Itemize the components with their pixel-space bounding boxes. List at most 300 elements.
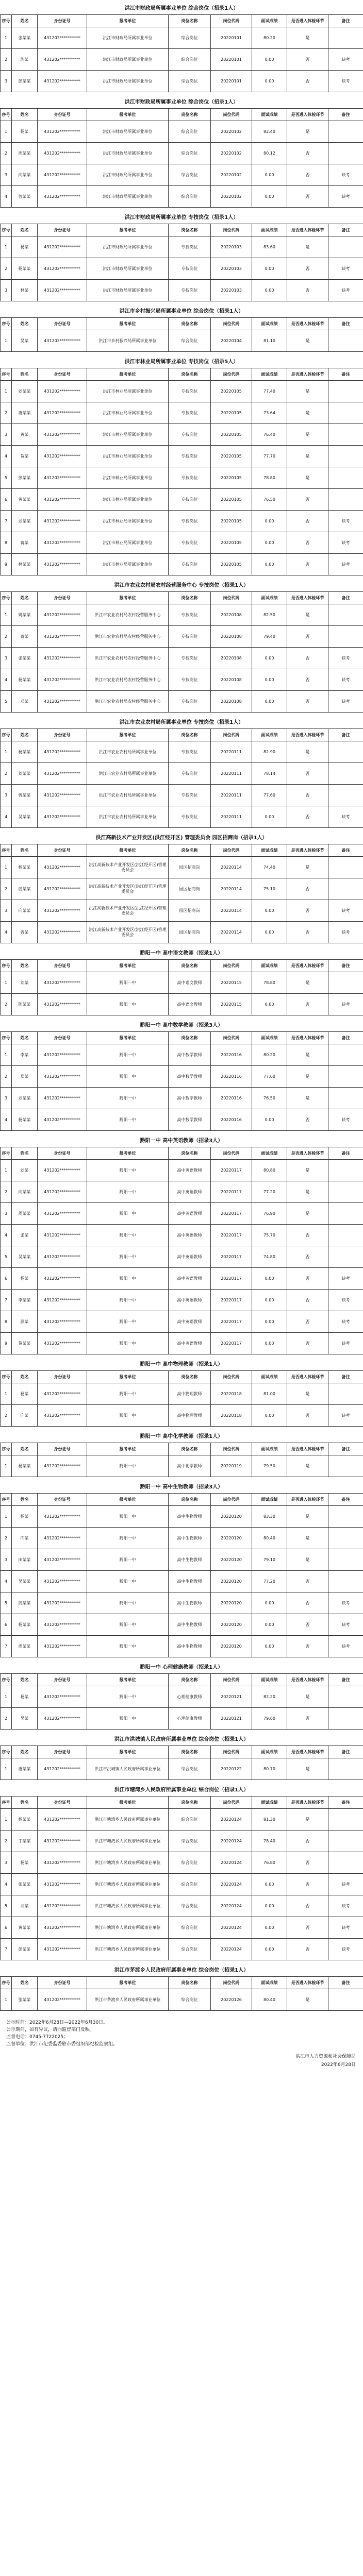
table-cell: 洪江市林业局所属事业单位 — [87, 402, 169, 424]
table-cell: 蒋某 — [12, 626, 38, 648]
column-header: 面试成绩 — [252, 1032, 287, 1044]
table-cell: 否 — [287, 1311, 328, 1333]
column-header: 面试成绩 — [252, 1494, 287, 1506]
table-cell — [328, 1831, 363, 1852]
column-header: 序号 — [1, 1674, 12, 1686]
table-cell: 缺考 — [328, 1614, 363, 1636]
column-header: 报考单位 — [87, 592, 169, 604]
table-cell: 洪江市乡村振兴局所属事业单位 — [87, 330, 169, 352]
table-header-row — [1, 592, 363, 604]
section-title: 洪江市农业农村局所属事业单位 专技岗位（招录1人） — [119, 720, 244, 725]
table-cell: 洪江市财政局所属事业单位 — [87, 280, 169, 301]
table-cell: 园区招商岗 — [169, 857, 211, 878]
column-header: 备注 — [328, 844, 363, 857]
table-cell: 20220108 — [211, 648, 252, 669]
column-header: 备注 — [328, 224, 363, 236]
table-cell: 郑某 — [12, 1066, 38, 1088]
column-header: 岗位代码 — [211, 109, 252, 121]
column-header: 身份证号 — [38, 1797, 87, 1809]
table-cell: 2 — [1, 1708, 12, 1730]
table-cell: 缺考 — [328, 1268, 363, 1290]
table-cell: 20220118 — [211, 1405, 252, 1427]
table-cell: 综合岗位 — [169, 164, 211, 186]
table-cell: 20220124 — [211, 1917, 252, 1939]
column-header: 身份证号 — [38, 368, 87, 381]
table-cell: 20220120 — [211, 1636, 252, 1657]
table-row — [1, 669, 363, 691]
column-header: 面试成绩 — [252, 1371, 287, 1383]
table-cell: 20220104 — [211, 330, 252, 352]
footer-note: 监督电话：0745-7722025； — [6, 2035, 69, 2040]
column-header: 是否进入体检环节 — [287, 960, 328, 972]
table-cell: 20220108 — [211, 626, 252, 648]
table-cell: 431202********** — [38, 878, 87, 900]
table-cell: 431202********** — [38, 236, 87, 258]
table-cell: 7 — [1, 511, 12, 532]
table-cell: 431202********** — [38, 1917, 87, 1939]
table-cell: 专技岗位 — [169, 446, 211, 467]
column-header: 面试成绩 — [252, 960, 287, 972]
table-cell: 缺考 — [328, 1405, 363, 1427]
table-cell: 20220103 — [211, 258, 252, 280]
table-cell: 20220117 — [211, 1311, 252, 1333]
table-cell: 431202********** — [38, 1686, 87, 1708]
table-cell: 黔阳一中 — [87, 1203, 169, 1225]
table-cell: 431202********** — [38, 1088, 87, 1109]
column-header: 面试成绩 — [252, 1797, 287, 1809]
table-cell: 20220126 — [211, 1989, 252, 2011]
table-cell: 黔阳一中 — [87, 994, 169, 1015]
table-cell: 20220120 — [211, 1549, 252, 1571]
table-cell: 园区招商岗 — [169, 900, 211, 922]
table-row — [1, 1455, 363, 1477]
table-cell: 6 — [1, 1614, 12, 1636]
column-header: 姓名 — [12, 109, 38, 121]
table-row — [1, 1506, 363, 1528]
table-cell: 是 — [287, 121, 328, 143]
table-row — [1, 1066, 363, 1088]
table-cell: 431202********** — [38, 1160, 87, 1181]
table-cell — [328, 1809, 363, 1831]
table-cell: 专技岗位 — [169, 669, 211, 691]
column-header: 岗位代码 — [211, 1443, 252, 1455]
column-header: 岗位名称 — [169, 844, 211, 857]
column-header: 备注 — [328, 592, 363, 604]
table-cell: 20220115 — [211, 972, 252, 994]
table-cell: 是 — [287, 446, 328, 467]
table-row — [1, 1109, 363, 1131]
table-cell: 高中生物教师 — [169, 1549, 211, 1571]
table-cell: 82.20 — [252, 1686, 287, 1708]
table-cell: 431202********** — [38, 994, 87, 1015]
table-cell: 0.00 — [252, 532, 287, 554]
table-cell: 黔阳一中 — [87, 1636, 169, 1657]
table-cell: 洪江市农业农村局农村经营服务中心 — [87, 626, 169, 648]
table-cell: 心理健康教师 — [169, 1686, 211, 1708]
table-cell: 20220102 — [211, 164, 252, 186]
table-cell: 专技岗位 — [169, 532, 211, 554]
table-cell: 20220102 — [211, 186, 252, 208]
column-header: 备注 — [328, 1443, 363, 1455]
table-cell — [328, 1181, 363, 1203]
table-cell: 否 — [287, 71, 328, 92]
table-row — [1, 424, 363, 446]
table-cell: 综合岗位 — [169, 71, 211, 92]
table-row — [1, 741, 363, 763]
table-cell: 20220108 — [211, 691, 252, 713]
column-header: 序号 — [1, 1443, 12, 1455]
table-cell: 431202********** — [38, 691, 87, 713]
table-cell: 洪江高新技术产业开发区(洪江经开区)管理委员会 — [87, 922, 169, 943]
results-table — [0, 1673, 363, 1730]
table-cell: 20220120 — [211, 1614, 252, 1636]
table-cell: 431202********** — [38, 1225, 87, 1246]
table-cell: 431202********** — [38, 763, 87, 785]
table-cell: 李某 — [12, 1044, 38, 1066]
table-cell: 洪江市林业局所属事业单位 — [87, 532, 169, 554]
table-cell: 75.10 — [252, 878, 287, 900]
table-cell: 1 — [1, 1383, 12, 1405]
table-cell: 431202********** — [38, 1066, 87, 1088]
column-header: 序号 — [1, 844, 12, 857]
table-cell: 77.40 — [252, 381, 287, 402]
table-cell: 高中英语教师 — [169, 1181, 211, 1203]
table-cell: 否 — [287, 1708, 328, 1730]
table-cell: 否 — [287, 1333, 328, 1354]
table-cell — [328, 1758, 363, 1780]
table-cell: 洪江市财政局所属事业单位 — [87, 164, 169, 186]
table-cell: 431202********** — [38, 280, 87, 301]
table-cell: 李某某 — [12, 1290, 38, 1311]
table-cell: 周某某 — [12, 143, 38, 164]
column-header: 面试成绩 — [252, 318, 287, 330]
table-cell: 20220115 — [211, 994, 252, 1015]
table-cell: 综合岗位 — [169, 1874, 211, 1895]
table-cell: 77.70 — [252, 446, 287, 467]
table-cell: 20220105 — [211, 511, 252, 532]
table-cell: 黔阳一中 — [87, 1088, 169, 1109]
results-table — [0, 591, 363, 713]
table-cell — [328, 1066, 363, 1088]
column-header: 报考单位 — [87, 1494, 169, 1506]
column-header: 报考单位 — [87, 1797, 169, 1809]
table-cell: 20220105 — [211, 402, 252, 424]
table-cell: 431202********** — [38, 1758, 87, 1780]
table-cell: 洪江市财政局所属事业单位 — [87, 236, 169, 258]
table-cell: 向某某 — [12, 1181, 38, 1203]
table-cell: 431202********** — [38, 1290, 87, 1311]
table-cell: 是 — [287, 1758, 328, 1780]
table-cell: 20220102 — [211, 121, 252, 143]
column-header: 备注 — [328, 1674, 363, 1686]
column-header: 岗位名称 — [169, 729, 211, 741]
table-cell: 高中英语教师 — [169, 1160, 211, 1181]
table-cell: 专技岗位 — [169, 467, 211, 489]
table-cell: 专技岗位 — [169, 554, 211, 575]
table-cell: 1 — [1, 1160, 12, 1181]
table-row — [1, 806, 363, 828]
table-cell: 专技岗位 — [169, 381, 211, 402]
column-header: 序号 — [1, 1371, 12, 1383]
table-header-row — [1, 729, 363, 741]
table-cell: 否 — [287, 691, 328, 713]
table-cell: 否 — [287, 1831, 328, 1852]
column-header: 岗位代码 — [211, 1494, 252, 1506]
table-cell: 专技岗位 — [169, 785, 211, 806]
table-cell: 是 — [287, 381, 328, 402]
table-cell: 0.00 — [252, 1405, 287, 1427]
column-header: 是否进入体检环节 — [287, 1977, 328, 1989]
table-cell: 否 — [287, 763, 328, 785]
table-cell: 黔阳一中 — [87, 1225, 169, 1246]
table-cell: 20220120 — [211, 1506, 252, 1528]
table-cell: 刘某某 — [12, 381, 38, 402]
table-cell: 综合岗位 — [169, 121, 211, 143]
table-cell: 综合岗位 — [169, 1917, 211, 1939]
table-cell: 20220124 — [211, 1895, 252, 1917]
table-cell: 黔阳一中 — [87, 1686, 169, 1708]
table-cell: 高中英语教师 — [169, 1311, 211, 1333]
table-cell: 0.00 — [252, 1917, 287, 1939]
table-cell: 4 — [1, 922, 12, 943]
column-header: 报考单位 — [87, 1032, 169, 1044]
table-cell: 陈某某 — [12, 994, 38, 1015]
table-cell: 6 — [1, 1917, 12, 1939]
table-cell — [328, 1571, 363, 1592]
table-header-row — [1, 1797, 363, 1809]
table-cell: 0.00 — [252, 1333, 287, 1354]
table-header-row — [1, 1674, 363, 1686]
column-header: 报考单位 — [87, 960, 169, 972]
table-cell: 20220119 — [211, 1455, 252, 1477]
table-cell: 431202********** — [38, 922, 87, 943]
table-header-row — [1, 1443, 363, 1455]
table-cell: 是 — [287, 857, 328, 878]
table-cell: 洪江市林业局所属事业单位 — [87, 446, 169, 467]
column-header: 备注 — [328, 1977, 363, 1989]
table-cell: 张某某 — [12, 27, 38, 49]
results-table — [0, 1370, 363, 1427]
table-cell: 专技岗位 — [169, 511, 211, 532]
table-cell: 76.50 — [252, 489, 287, 511]
column-header: 面试成绩 — [252, 592, 287, 604]
table-cell: 5 — [1, 1592, 12, 1614]
table-cell: 20220117 — [211, 1268, 252, 1290]
table-cell: 否 — [287, 1290, 328, 1311]
table-cell: 431202********** — [38, 1549, 87, 1571]
table-cell: 82.90 — [252, 741, 287, 763]
table-cell: 黔阳一中 — [87, 1333, 169, 1354]
column-header: 姓名 — [12, 844, 38, 857]
table-cell: 缺考 — [328, 186, 363, 208]
table-cell: 综合岗位 — [169, 143, 211, 164]
table-cell: 高中生物教师 — [169, 1571, 211, 1592]
table-cell: 专技岗位 — [169, 763, 211, 785]
table-cell — [328, 446, 363, 467]
column-header: 岗位名称 — [169, 1147, 211, 1160]
column-header: 姓名 — [12, 1977, 38, 1989]
table-row — [1, 1917, 363, 1939]
table-cell: 黔阳一中 — [87, 1614, 169, 1636]
table-cell: 431202********** — [38, 972, 87, 994]
table-cell: 431202********** — [38, 1592, 87, 1614]
table-cell: 431202********** — [38, 424, 87, 446]
column-header: 序号 — [1, 592, 12, 604]
table-cell: 431202********** — [38, 1268, 87, 1290]
table-cell: 综合岗位 — [169, 186, 211, 208]
table-cell: 1 — [1, 857, 12, 878]
column-header: 岗位名称 — [169, 109, 211, 121]
table-cell: 20220103 — [211, 280, 252, 301]
column-header: 备注 — [328, 368, 363, 381]
table-cell: 曾某某 — [12, 186, 38, 208]
table-cell: 20220117 — [211, 1290, 252, 1311]
table-cell: 431202********** — [38, 1109, 87, 1131]
column-header: 序号 — [1, 109, 12, 121]
table-cell: 颜某 — [12, 1311, 38, 1333]
table-cell: 83.60 — [252, 236, 287, 258]
table-cell: 1 — [1, 330, 12, 352]
table-cell: 9 — [1, 1333, 12, 1354]
table-cell: 吴某 — [12, 1708, 38, 1730]
section-title: 黔阳一中 高中生物教师（招录3人） — [140, 1484, 223, 1490]
table-row — [1, 922, 363, 943]
table-row — [1, 1088, 363, 1109]
column-header: 报考单位 — [87, 1674, 169, 1686]
table-cell: 0.00 — [252, 922, 287, 943]
table-cell: 20220101 — [211, 71, 252, 92]
table-cell: 缺考 — [328, 258, 363, 280]
table-cell: 7 — [1, 1290, 12, 1311]
results-table — [0, 1976, 363, 2011]
table-cell: 81.00 — [252, 1383, 287, 1405]
table-cell: 431202********** — [38, 857, 87, 878]
table-cell: 80.40 — [252, 1989, 287, 2011]
table-cell: 431202********** — [38, 49, 87, 71]
column-header: 姓名 — [12, 368, 38, 381]
column-header: 序号 — [1, 1032, 12, 1044]
table-cell: 2 — [1, 763, 12, 785]
column-header: 姓名 — [12, 1746, 38, 1758]
table-cell: 431202********** — [38, 669, 87, 691]
table-cell: 洪江高新技术产业开发区(洪江经开区)管理委员会 — [87, 878, 169, 900]
table-cell: 是 — [287, 1044, 328, 1066]
table-cell: 82.40 — [252, 121, 287, 143]
table-cell: 431202********** — [38, 1383, 87, 1405]
table-cell: 80.12 — [252, 143, 287, 164]
table-cell: 高中英语教师 — [169, 1203, 211, 1225]
table-cell — [328, 402, 363, 424]
results-table — [0, 1796, 363, 1960]
table-cell: 20220121 — [211, 1708, 252, 1730]
table-row — [1, 330, 363, 352]
table-cell: 431202********** — [38, 1044, 87, 1066]
table-cell: 1 — [1, 1809, 12, 1831]
table-cell: 刘某 — [12, 1895, 38, 1917]
table-cell: 刘某某 — [12, 1088, 38, 1109]
table-row — [1, 1290, 363, 1311]
table-row — [1, 1686, 363, 1708]
table-cell: 周某某 — [12, 1636, 38, 1657]
table-cell: 贺某某 — [12, 1333, 38, 1354]
table-cell: 洪江市财政局所属事业单位 — [87, 121, 169, 143]
table-row — [1, 1636, 363, 1657]
column-header: 报考单位 — [87, 1746, 169, 1758]
table-row — [1, 467, 363, 489]
column-header: 备注 — [328, 318, 363, 330]
table-cell: 1 — [1, 1506, 12, 1528]
column-header: 报考单位 — [87, 1371, 169, 1383]
table-cell: 431202********** — [38, 186, 87, 208]
table-cell: 74.40 — [252, 857, 287, 878]
table-cell: 是 — [287, 1160, 328, 1181]
table-cell: 431202********** — [38, 1455, 87, 1477]
table-cell — [328, 27, 363, 49]
column-header: 身份证号 — [38, 844, 87, 857]
table-row — [1, 1311, 363, 1333]
column-header: 报考单位 — [87, 368, 169, 381]
table-cell: 园区招商岗 — [169, 922, 211, 943]
table-cell: 洪江市财政局所属事业单位 — [87, 186, 169, 208]
table-cell: 20220114 — [211, 857, 252, 878]
table-cell: 专技岗位 — [169, 489, 211, 511]
table-cell — [328, 763, 363, 785]
section-title: 黔阳一中 高中物理教师（招录1人） — [140, 1362, 223, 1367]
table-cell: 综合岗位 — [169, 27, 211, 49]
column-header: 是否进入体检环节 — [287, 1371, 328, 1383]
table-cell: 洪江市塘湾乡人民政府所属事业单位 — [87, 1917, 169, 1939]
table-row — [1, 1333, 363, 1354]
section-title: 洪江市农业农村局农村经营服务中心 专技岗位（招录1人） — [114, 583, 249, 588]
table-cell: 431202********** — [38, 511, 87, 532]
table-row — [1, 280, 363, 301]
table-cell: 黔阳一中 — [87, 1405, 169, 1427]
table-cell: 缺考 — [328, 1311, 363, 1333]
table-row — [1, 604, 363, 626]
table-cell: 黔阳一中 — [87, 1708, 169, 1730]
column-header: 是否进入体检环节 — [287, 729, 328, 741]
table-cell: 2 — [1, 626, 12, 648]
column-header: 姓名 — [12, 729, 38, 741]
table-cell: 20220117 — [211, 1246, 252, 1268]
table-cell: 5 — [1, 1246, 12, 1268]
results-table — [0, 1031, 363, 1131]
table-cell: 8 — [1, 532, 12, 554]
table-cell: 洪江市农业农村局所属事业单位 — [87, 741, 169, 763]
table-cell: 431202********** — [38, 1246, 87, 1268]
table-cell: 专技岗位 — [169, 258, 211, 280]
table-cell: 1 — [1, 741, 12, 763]
table-cell: 76.40 — [252, 424, 287, 446]
column-header: 姓名 — [12, 1371, 38, 1383]
column-header: 报考单位 — [87, 1977, 169, 1989]
table-cell — [328, 1160, 363, 1181]
table-row — [1, 1383, 363, 1405]
table-cell: 0.00 — [252, 1939, 287, 1960]
table-cell: 否 — [287, 1109, 328, 1131]
table-cell: 431202********** — [38, 446, 87, 467]
table-cell: 0.00 — [252, 511, 287, 532]
table-cell: 专技岗位 — [169, 402, 211, 424]
table-cell: 2 — [1, 994, 12, 1015]
table-cell — [328, 489, 363, 511]
table-row — [1, 402, 363, 424]
table-cell: 73.64 — [252, 402, 287, 424]
table-cell: 刘某某 — [12, 763, 38, 785]
table-cell: 80.80 — [252, 1160, 287, 1181]
table-cell: 4 — [1, 669, 12, 691]
table-cell: 缺考 — [328, 164, 363, 186]
